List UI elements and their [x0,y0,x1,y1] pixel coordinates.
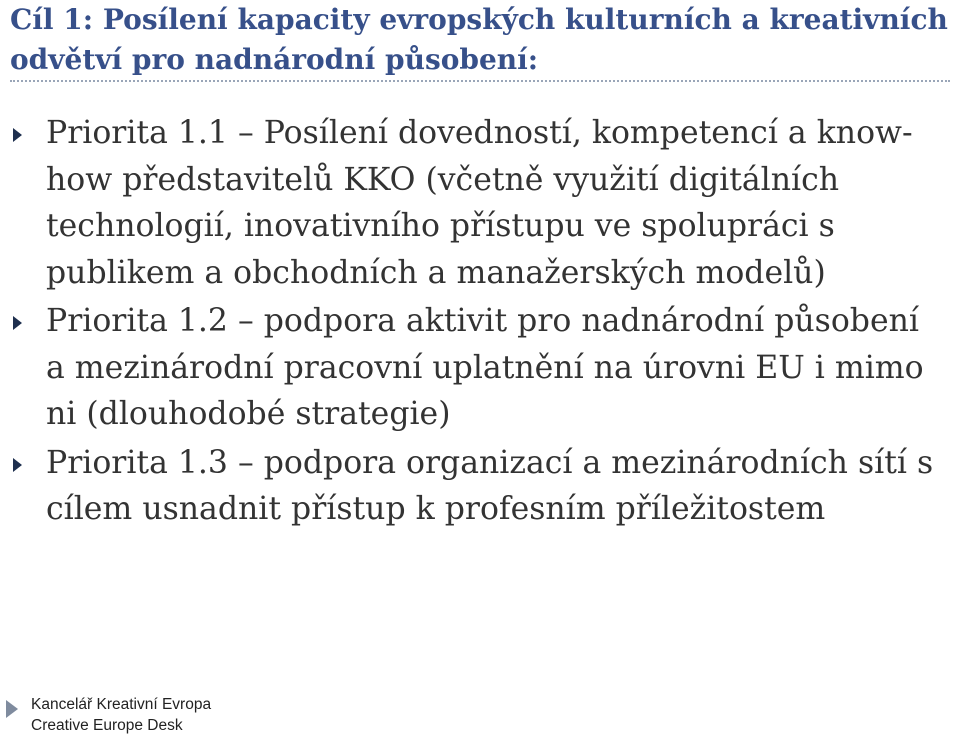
footer-org-name-en: Creative Europe Desk [31,717,183,734]
bullet-item [0,110,960,296]
bullet-text: Priorita 1.1 – Posílení dovedností, kompetencí a know-how představitelů KKO (včetně využití digitálních technologií, inovativního přístupu ve spolupráci s publikem a obchodních a manažerských modelů) [46,115,913,291]
bullet-arrow-icon [13,128,22,142]
bullet-text: Priorita 1.2 – podpora aktivit pro nadnárodní působení a mezinárodní pracovní uplatnění na úrovni EU i mimo ni (dlouhodobé strategie) [46,303,924,432]
bullet-text: Priorita 1.3 – podpora organizací a mezinárodních sítí s cílem usnadnit přístup k profesním příležitostem [46,444,934,527]
bullet-arrow-icon [13,316,22,330]
slide-title: Cíl 1: Posílení kapacity evropských kulturních a kreativních odvětví pro nadnárodní působení: [10,3,948,76]
bullet-arrow-icon [13,458,22,472]
footer [0,692,400,736]
bullet-list [0,110,960,535]
bullet-item [0,440,960,533]
title-divider [10,80,950,82]
footer-org-name-cz: Kancelář Kreativní Evropa [31,696,212,713]
footer-arrow-icon [6,700,18,718]
bullet-item [0,298,960,438]
